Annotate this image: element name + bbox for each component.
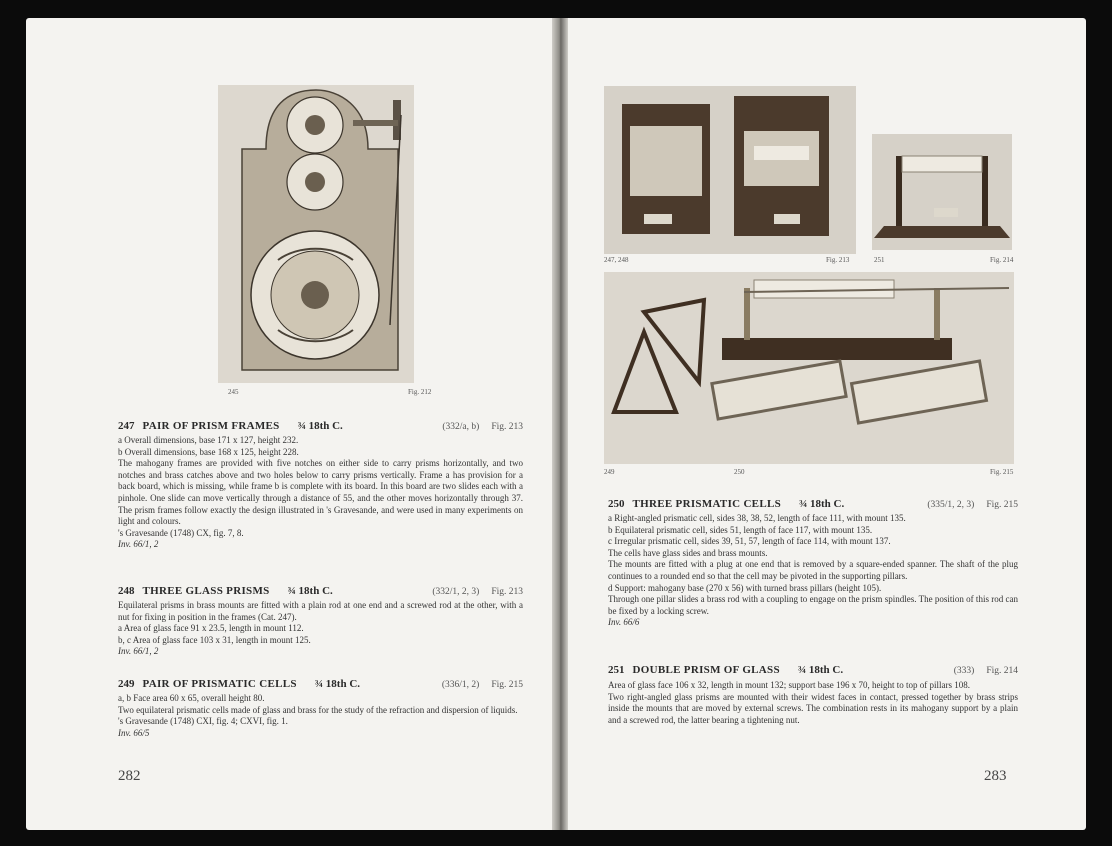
entry-number: 247 (118, 420, 135, 432)
entry-line: Area of glass face 106 x 32, length in mount 132; support base 196 x 70, height to top of pillars 108. (608, 680, 970, 690)
entry-249-body (118, 693, 523, 739)
entry-title: DOUBLE PRISM OF GLASS (632, 664, 780, 676)
entry-date: ¾ 18th C. (314, 678, 361, 690)
entry-date: ¾ 18th C. (297, 420, 343, 432)
entry-line: d Support: mahogany base (270 x 56) with turned brass pillars (height 105). (608, 582, 882, 593)
entry-line: c Irregular prismatic cell, sides 39, 51, 57, length of face 114, with mount 137. (608, 536, 891, 547)
entry-line: b Equilateral prismatic cell, sides 51, length of face 117, with mount 135. (608, 524, 873, 535)
figure-label: Fig. 214 (990, 256, 1014, 264)
figure-label: Fig. 212 (408, 388, 432, 396)
entry-reference: (333) (953, 666, 975, 676)
entry-reference: (332/1, 2, 3) (432, 587, 480, 597)
entry-249-heading (118, 678, 523, 690)
entry-line: The mahogany frames are provided with five notches on either side to carry prisms horizontally, and two notches and brass catches above and two holes below to carry prisms vertically. Frame a has provision for a back board, which is missing, while frame b is complete with its board. In this board are two slides each with a pinhole. One slide can move vertically through a distance of 55, and the other moves horizontally through 37. The prism frames follow exactly the design illustrated in 's Gravesande, and were used in many experiments on light and colours. (118, 458, 523, 527)
entry-line: Two right-angled glass prisms are mounted with their widest faces in contact, pressed together by brass strips inside the mounts that are moved by external screws. The combination rests in its mahogany support by a plain and a screwed rod, the latter bearing a tightening nut. (608, 691, 1018, 725)
inventory-number: Inv. 66/1, 2 (118, 646, 159, 657)
prism-frames-illustration (604, 86, 856, 254)
entry-figure-ref: Fig. 215 (986, 500, 1018, 510)
entry-line: a Right-angled prismatic cell, sides 38, 38, 52, length of face 111, with mount 135. (608, 513, 906, 523)
page-number-left: 282 (118, 768, 141, 784)
entry-figure-ref: Fig. 213 (491, 587, 523, 597)
entry-date: ¾ 18th C. (799, 498, 845, 510)
entry-number: 251 (608, 664, 625, 676)
entry-248-body (118, 600, 523, 658)
clock-photograph (218, 85, 414, 383)
entry-line: Two equilateral prismatic cells made of glass and brass for the study of the refraction and dispersion of liquids. (118, 704, 518, 715)
entry-reference: (335/1, 2, 3) (927, 500, 975, 510)
figure-number: 249 (604, 468, 615, 476)
entry-250-body (608, 513, 1018, 629)
entry-line: a, b Face area 60 x 65, overall height 80. (118, 693, 265, 703)
entry-title: THREE GLASS PRISMS (142, 585, 270, 597)
page-number-right: 283 (984, 768, 1007, 784)
inventory-number: Inv. 66/1, 2 (118, 539, 159, 550)
entry-number: 249 (118, 678, 135, 690)
entry-line: b Overall dimensions, base 168 x 125, height 228. (118, 446, 299, 457)
entry-251-heading (608, 664, 1018, 676)
prismatic-cells-illustration (604, 272, 1014, 464)
clock-illustration (218, 85, 414, 383)
figure-number: 247, 248 (604, 256, 629, 264)
entry-line: Through one pillar slides a brass rod with a coupling to engage on the prism spindles. The position of this rod can be fixed by a locking screw. (608, 594, 1018, 616)
entry-line: 's Gravesande (1748) CXI, fig. 4; CXVI, fig. 1. (118, 716, 288, 727)
entry-number: 248 (118, 585, 135, 597)
figure-label: Fig. 215 (990, 468, 1014, 476)
inventory-number: Inv. 66/5 (118, 727, 150, 738)
inventory-number: Inv. 66/6 (608, 617, 640, 628)
entry-247-body (118, 435, 523, 551)
figure-label: Fig. 213 (826, 256, 850, 264)
entry-line: b, c Area of glass face 103 x 31, length in mount 125. (118, 634, 311, 645)
entry-line: 's Gravesande (1748) CX, fig. 7, 8. (118, 527, 244, 538)
entry-248-heading (118, 585, 523, 597)
book-gutter (552, 18, 568, 830)
entry-date: ¾ 18th C. (797, 664, 844, 676)
entry-reference: (332/a, b) (442, 422, 480, 432)
entry-figure-ref: Fig. 213 (491, 422, 523, 432)
entry-line: Equilateral prisms in brass mounts are fitted with a plain rod at one end and a screwed rod at the other, with a nut for fixing in position in the frames (Cat. 247). (118, 600, 523, 622)
entry-line: a Area of glass face 91 x 23.5, length in mount 112. (118, 623, 304, 634)
figure-number: 250 (734, 468, 745, 476)
entry-reference: (336/1, 2) (441, 680, 480, 690)
entry-251-body (608, 680, 1018, 726)
entry-figure-ref: Fig. 214 (986, 666, 1018, 676)
entry-line: The mounts are fitted with a plug at one end that is removed by a square-ended spanner. The shaft of the plug continues to a rounded end so that the cell may be pivoted in the supporting pillars. (608, 559, 1018, 581)
double-prism-photograph (872, 134, 1012, 250)
double-prism-illustration (872, 134, 1012, 250)
entry-figure-ref: Fig. 215 (491, 680, 523, 690)
prism-frames-photograph (604, 86, 856, 254)
entry-250-heading (608, 498, 1018, 510)
prismatic-cells-photograph (604, 272, 1014, 464)
entry-title: PAIR OF PRISM FRAMES (142, 420, 280, 432)
entry-247-heading (118, 420, 523, 432)
entry-number: 250 (608, 498, 625, 510)
entry-date: ¾ 18th C. (287, 585, 333, 597)
entry-title: PAIR OF PRISMATIC CELLS (142, 678, 297, 690)
entry-line: The cells have glass sides and brass mounts. (608, 547, 768, 558)
figure-number: 251 (874, 256, 885, 264)
entry-line: a Overall dimensions, base 171 x 127, height 232. (118, 435, 299, 445)
figure-number: 245 (228, 388, 239, 396)
entry-title: THREE PRISMATIC CELLS (632, 498, 782, 510)
